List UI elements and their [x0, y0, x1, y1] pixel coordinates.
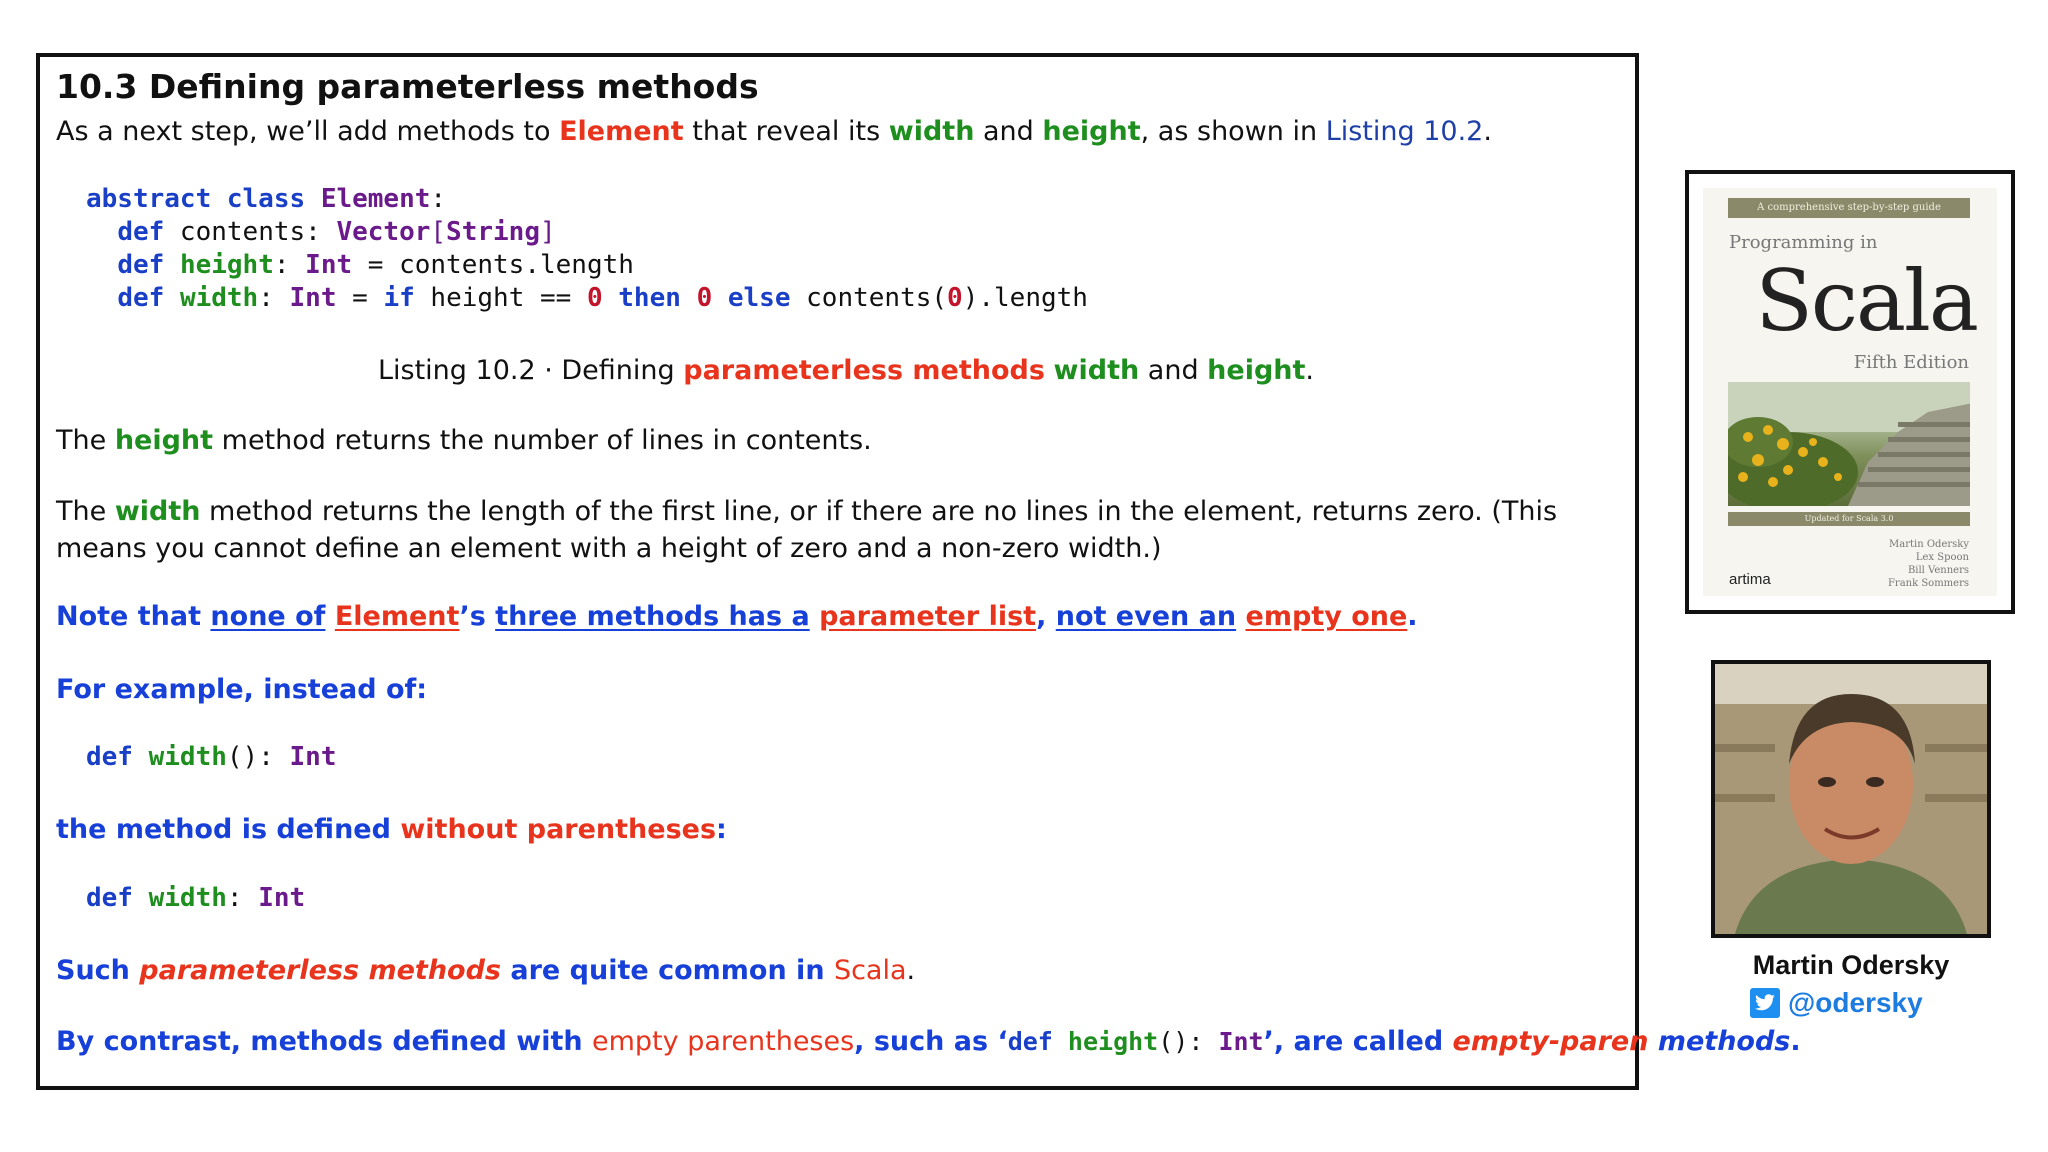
defined-line: [56, 814, 727, 845]
caption-highlight: parameterless methods: [683, 355, 1045, 386]
code-block-element: [86, 183, 1088, 315]
intro-paragraph: [56, 116, 1492, 147]
intro-text: , as shown in: [1140, 116, 1326, 147]
code-text: :: [430, 184, 447, 214]
note-underline: none of: [210, 601, 326, 632]
defined-text: :: [716, 814, 727, 845]
paragraph-text: method returns the length of the first line, or if there are no lines in the element, returns zero. (This means you cannot define an element with a height of zero and a non-zero width.): [56, 496, 1558, 564]
listing-link[interactable]: Listing 10.2: [1325, 116, 1484, 147]
such-text: .: [906, 955, 916, 986]
width-paragraph: [56, 493, 1636, 567]
author-photo: [1711, 660, 1991, 938]
code-text: ():: [226, 742, 290, 772]
code-bracket: ]: [539, 217, 556, 247]
book-cover-frame: [1685, 170, 2015, 614]
twitter-handle-text[interactable]: @odersky: [1788, 987, 1923, 1018]
note-paragraph: [56, 601, 1418, 632]
code-text: ).length: [962, 283, 1088, 313]
contrast-italic: methods: [1648, 1026, 1791, 1057]
caption-width: width: [1053, 355, 1140, 386]
contrast-text: ’, are called: [1263, 1026, 1453, 1057]
height-keyword: height: [1042, 116, 1141, 147]
width-keyword: width: [114, 496, 201, 527]
contrast-line: [56, 1026, 1801, 1057]
book-author: Bill Venners: [1907, 565, 1969, 576]
book-publisher: artima: [1729, 571, 1771, 588]
code-text: =: [336, 283, 384, 313]
book-edition: Fifth Edition: [1853, 352, 1969, 373]
code-bracket: [: [430, 217, 447, 247]
height-paragraph: [56, 425, 872, 456]
book-stripe: Updated for Scala 3.0: [1728, 512, 1970, 526]
intro-text: .: [1483, 116, 1492, 147]
code-method-name: width: [148, 742, 227, 772]
code-type: Int: [305, 250, 353, 280]
author-portrait: [1715, 664, 1987, 934]
book-cover-image: [1728, 382, 1970, 506]
code-keyword: def: [117, 283, 165, 313]
contrast-highlight: empty parentheses: [592, 1026, 855, 1057]
note-text: ’s: [459, 601, 496, 632]
code-type: Int: [289, 742, 337, 772]
code-keyword: def: [1007, 1027, 1053, 1056]
section-title: 10.3 Defining parameterless methods: [56, 67, 759, 106]
code-number: 0: [586, 283, 603, 313]
code-type: Int: [289, 283, 337, 313]
example-line: For example, instead of:: [56, 674, 428, 705]
such-scala: Scala: [833, 955, 907, 986]
book-author: Martin Odersky: [1889, 539, 1969, 550]
note-empty-one: empty one: [1245, 601, 1408, 632]
such-text: Such: [56, 955, 140, 986]
code-method-name: height: [179, 250, 274, 280]
code-keyword: def: [86, 742, 133, 772]
code-text: :: [258, 283, 290, 313]
width-keyword: width: [888, 116, 975, 147]
caption-height: height: [1207, 355, 1306, 386]
paragraph-text: method returns the number of lines in contents.: [213, 425, 872, 456]
caption-text: .: [1305, 355, 1315, 386]
intro-text: that reveal its: [683, 116, 889, 147]
code-text: :: [273, 250, 306, 280]
listing-caption: [56, 355, 1636, 386]
book-authors: [1888, 538, 1969, 590]
code-number: 0: [696, 283, 713, 313]
code-text: = contents.length: [352, 250, 634, 280]
paragraph-text: The: [56, 496, 115, 527]
code-keyword: def: [117, 217, 165, 247]
note-underline: three methods has a: [495, 601, 810, 632]
code-method-name: width: [148, 883, 227, 913]
code-method-name: height: [1067, 1027, 1159, 1056]
code-method-name: width: [179, 283, 259, 313]
caption-text: Listing 10.2 · Defining: [377, 355, 684, 386]
paragraph-text: The: [56, 425, 115, 456]
note-parameter-list: parameter list: [819, 601, 1037, 632]
note-element: Element: [334, 601, 460, 632]
book-author: Lex Spoon: [1915, 552, 1969, 563]
book-pre-title: Programming in: [1729, 232, 1878, 253]
such-highlight: parameterless methods: [139, 955, 501, 986]
such-line: [56, 955, 915, 986]
code-number: 0: [947, 283, 963, 313]
intro-text: and: [974, 116, 1043, 147]
code-type: Int: [258, 883, 306, 913]
code-type: Element: [320, 184, 431, 214]
code-keyword: def: [117, 250, 165, 280]
contrast-text: , such as ‘: [854, 1026, 1008, 1057]
caption-text: and: [1139, 355, 1208, 386]
code-example-with-parens: [86, 741, 337, 774]
intro-text: As a next step, we’ll add methods to: [56, 116, 560, 147]
code-keyword: then: [618, 283, 681, 313]
book-title: Scala: [1755, 252, 1977, 350]
height-keyword: height: [114, 425, 214, 456]
twitter-icon: [1750, 988, 1780, 1018]
code-type: String: [446, 217, 540, 247]
book-banner: A comprehensive step-by-step guide: [1728, 198, 1970, 218]
code-text: ():: [1158, 1027, 1219, 1056]
note-text: .: [1407, 601, 1418, 632]
code-keyword: else: [727, 283, 791, 313]
code-text: contents(: [790, 283, 948, 313]
code-text: height ==: [414, 283, 587, 313]
contrast-text: .: [1790, 1026, 1801, 1057]
twitter-handle[interactable]: [1750, 986, 1923, 1020]
such-text: are quite common in: [501, 955, 834, 986]
code-keyword: if: [383, 283, 415, 313]
code-type: Int: [1218, 1027, 1264, 1056]
contrast-text: By contrast, methods defined with: [56, 1026, 592, 1057]
code-type: Vector: [336, 217, 431, 247]
code-example-without-parens: [86, 882, 305, 915]
author-name: Martin Odersky: [1752, 950, 1950, 980]
code-keyword: abstract class: [86, 184, 306, 214]
note-text: Note that: [56, 601, 211, 632]
note-text: ,: [1036, 601, 1056, 632]
note-underline: not even an: [1055, 601, 1237, 632]
defined-text: the method is defined: [56, 814, 401, 845]
defined-highlight: without parentheses: [400, 814, 717, 845]
code-keyword: def: [86, 883, 133, 913]
code-text: :: [226, 883, 259, 913]
element-keyword: Element: [559, 116, 684, 147]
contrast-italic: empty-paren: [1452, 1026, 1649, 1057]
book-author: Frank Sommers: [1887, 578, 1969, 589]
book-cover: [1703, 188, 1997, 596]
code-text: contents:: [164, 217, 337, 247]
garden-steps-illustration: [1728, 382, 1970, 506]
